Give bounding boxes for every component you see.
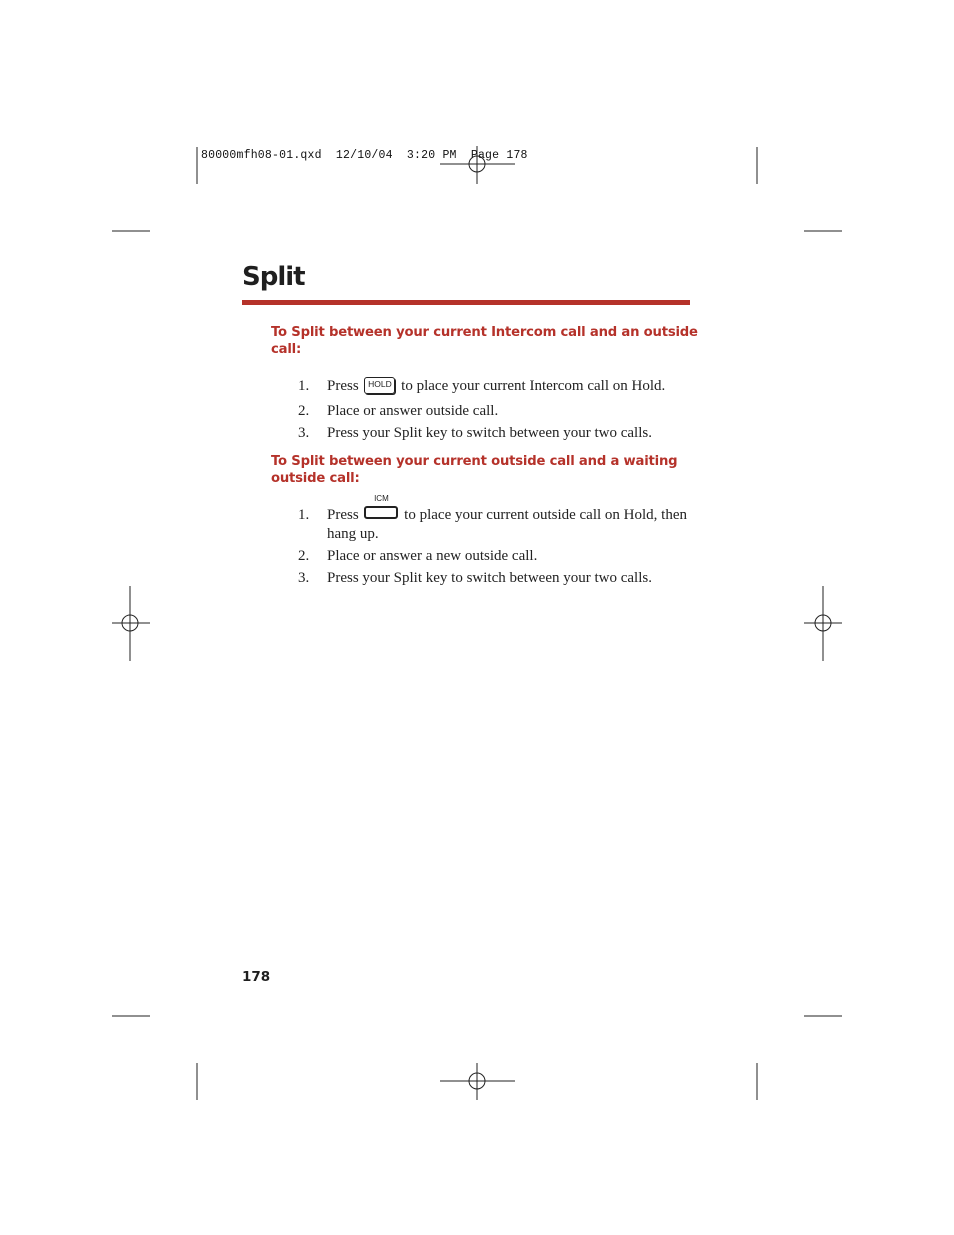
step-text-after: to place your current outside call on Hold, then hang up. [327, 507, 688, 542]
registration-mark-bottom [440, 1063, 515, 1100]
print-slug: 80000mfh08-01.qxd 12/10/04 3:20 PM Page 178 [201, 149, 528, 162]
list-item [298, 377, 698, 399]
step-number: 1. [298, 507, 310, 523]
step-text: Place or answer a new outside call. [327, 548, 538, 564]
registration-mark-left [112, 586, 150, 661]
section-heading-intercom: To Split between your current Intercom call and an outside call: [271, 325, 698, 357]
hold-key-icon: HOLD [364, 377, 395, 394]
list-item [298, 402, 698, 421]
section-heading-outside: To Split between your current outside call and a waiting outside call: [271, 454, 678, 486]
icm-key-label: ICM [374, 494, 389, 503]
list-item [298, 494, 698, 544]
list-item [298, 547, 698, 566]
steps-list-intercom [298, 377, 698, 446]
step-text: Press your Split key to switch between your two calls. [327, 425, 652, 441]
step-text: Place or answer outside call. [327, 403, 499, 419]
title-rule [242, 300, 690, 305]
list-item [298, 424, 698, 443]
registration-mark-right [804, 586, 842, 661]
step-text: Press your Split key to switch between your two calls. [327, 570, 652, 586]
step-number: 2. [298, 548, 310, 564]
icm-key-icon [364, 494, 398, 519]
step-text-before: Press [327, 507, 359, 523]
page-title: Split [242, 262, 305, 292]
step-number: 2. [298, 403, 310, 419]
step-number: 3. [298, 570, 310, 586]
list-item [298, 569, 698, 588]
step-number: 1. [298, 378, 310, 394]
step-number: 3. [298, 425, 310, 441]
page-number: 178 [242, 969, 271, 985]
step-text-before: Press [327, 378, 359, 394]
steps-list-outside [298, 494, 698, 591]
registration-mark-top [440, 146, 515, 184]
step-text-after: to place your current Intercom call on Hold. [401, 378, 666, 394]
